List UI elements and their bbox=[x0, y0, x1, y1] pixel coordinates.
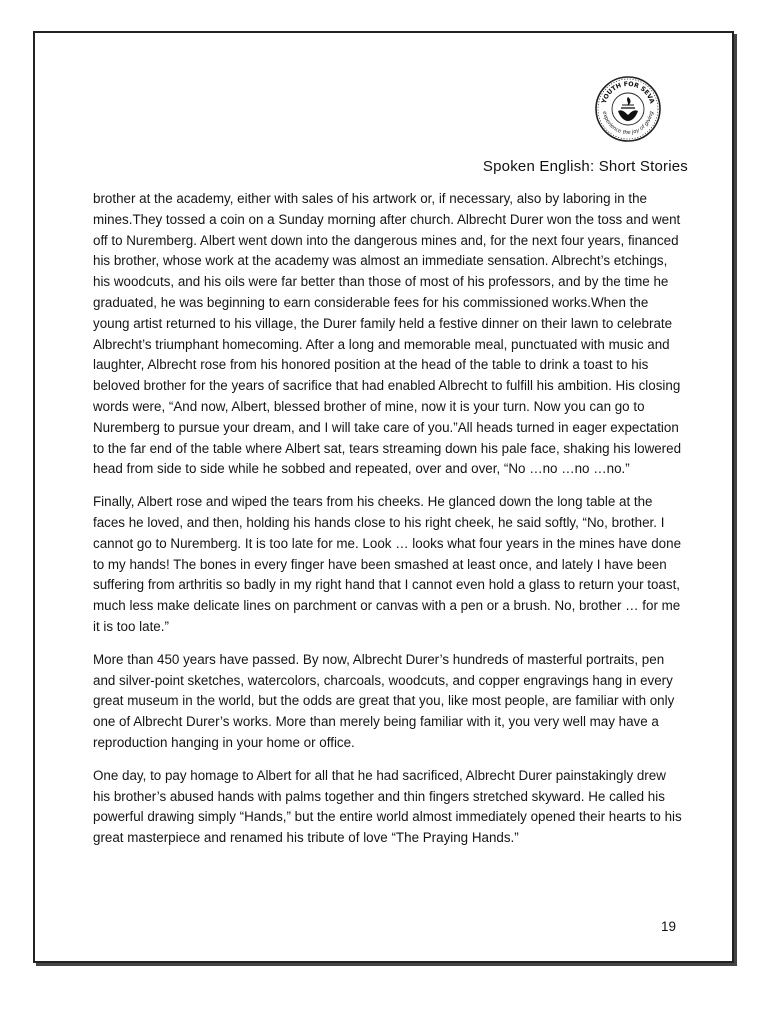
logo-bottom-text: experience the joy of giving bbox=[601, 110, 655, 137]
header-title: Spoken English: Short Stories bbox=[482, 158, 688, 175]
paragraph-2: Finally, Albert rose and wiped the tears from his cheeks. He glanced down the long table at the faces he loved, and then, holding his hands close to his right cheek, he said softly, “No, brother. I cannot go to Nuremberg. It is too late for me. Look … looks what four years in the mines have done to my hands! The bones in every finger have been smashed at least once, and lately I have been suffering from arthritis so badly in my right hand that I cannot even hold a glass to return your toast, much less make delicate lines on parchment or canvas with a pen or a brush. No, brother … for me it is too late.” bbox=[93, 494, 682, 634]
paragraph-4: One day, to pay homage to Albert for all that he had sacrificed, Albrecht Durer painstakingly drew his brother’s abused hands with palms together and thin fingers stretched skyward. He called his powerful drawing simply “Hands,” but the entire world almost immediately opened their hearts to his great masterpiece and renamed his tribute of love “The Praying Hands.” bbox=[93, 767, 682, 846]
page-number: 19 bbox=[660, 919, 676, 934]
story-body bbox=[93, 189, 683, 861]
paragraph-1: brother at the academy, either with sales of his artwork or, if necessary, also by laboring in the mines.They tossed a coin on a Sunday morning after church. Albrecht Durer won the toss and went off to Nuremberg. Albert went down into the dangerous mines and, for the next four years, financed his brother, whose work at the academy was almost an immediate sensation. Albrecht’s etchings, his woodcuts, and his oils were far better than those of most of his professors, and by the time he graduated, he was beginning to earn considerable fees for his commissioned works.When the young artist returned to his village, the Durer family held a festive dinner on their lawn to celebrate Albrecht’s triumphant homecoming. After a long and memorable meal, punctuated with music and laughter, Albrecht rose from his honored position at the head of the table to drink a toast to his beloved brother for the years of sacrifice that had enabled Albrecht to fulfill his ambition. His closing words were, “And now, Albert, blessed brother of mine, now it is your turn. Now you can go to Nuremberg to pursue your dream, and I will take care of you.”All heads turned in eager expectation to the far end of the table where Albert sat, tears streaming down his pale face, shaking his lowered head from side to side while he sobbed and repeated, over and over, “No …no …no …no.” bbox=[93, 191, 682, 477]
logo-top-text: YOUTH FOR SEVA bbox=[600, 80, 656, 105]
organization-logo bbox=[594, 75, 662, 143]
paragraph-3: More than 450 years have passed. By now, Albrecht Durer’s hundreds of masterful portraits, pen and silver-point sketches, watercolors, charcoals, woodcuts, and copper engravings hang in every great museum in the world, but the odds are great that you, like most people, are familiar with only one of Albrecht Durer’s works. More than merely being familiar with it, you very well may have a reproduction hanging in your home or office. bbox=[93, 651, 675, 750]
